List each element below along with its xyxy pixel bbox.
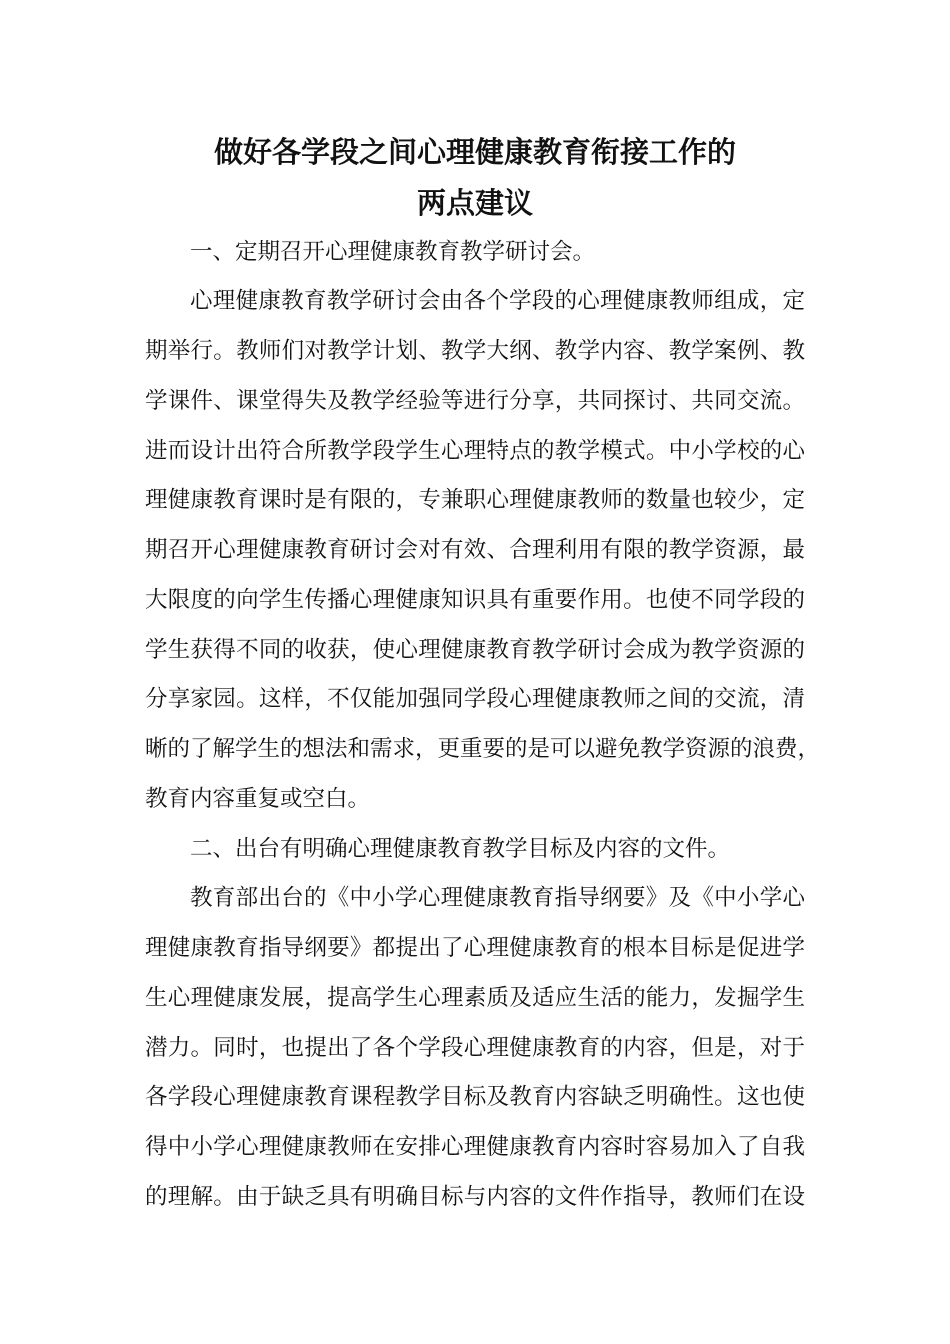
paragraph-line: 生心理健康发展，提高学生心理素质及适应生活的能力，发掘学生 [145, 985, 805, 1011]
paragraph-line: 教育部出台的《中小学心理健康教育指导纲要》及《中小学心 [190, 885, 805, 911]
document-title-line-2: 两点建议 [416, 186, 533, 220]
paragraph-line: 理健康教育指导纲要》都提出了心理健康教育的根本目标是促进学 [145, 935, 805, 961]
document-title-line-1: 做好各学段之间心理健康教育衔接工作的 [213, 135, 736, 169]
section-heading-1: 一、定期召开心理健康教育教学研讨会。 [190, 239, 596, 265]
paragraph-line: 教育内容重复或空白。 [145, 786, 371, 812]
paragraph-line: 学生获得不同的收获，使心理健康教育教学研讨会成为教学资源的 [145, 637, 805, 663]
section-heading-2: 二、出台有明确心理健康教育教学目标及内容的文件。 [190, 836, 731, 862]
paragraph-line: 大限度的向学生传播心理健康知识具有重要作用。也使不同学段的 [145, 587, 805, 613]
paragraph-line: 期举行。教师们对教学计划、教学大纲、教学内容、教学案例、教 [145, 338, 805, 364]
paragraph-line: 期召开心理健康教育研讨会对有效、合理利用有限的教学资源，最 [145, 537, 805, 563]
paragraph-line: 潜力。同时，也提出了各个学段心理健康教育的内容，但是，对于 [145, 1035, 805, 1061]
paragraph-line: 心理健康教育教学研讨会由各个学段的心理健康教师组成，定 [190, 288, 805, 314]
paragraph-line: 进而设计出符合所教学段学生心理特点的教学模式。中小学校的心 [145, 438, 805, 464]
paragraph-line: 各学段心理健康教育课程教学目标及教育内容缺乏明确性。这也使 [145, 1084, 805, 1110]
paragraph-line: 分享家园。这样，不仅能加强同学段心理健康教师之间的交流，清 [145, 686, 805, 712]
paragraph-line: 得中小学心理健康教师在安排心理健康教育内容时容易加入了自我 [145, 1134, 805, 1160]
paragraph-line: 理健康教育课时是有限的，专兼职心理健康教师的数量也较少，定 [145, 487, 805, 513]
paragraph-line: 学课件、课堂得失及教学经验等进行分享，共同探讨、共同交流。 [145, 388, 805, 414]
paragraph-line: 晰的了解学生的想法和需求，更重要的是可以避免教学资源的浪费， [145, 736, 821, 762]
paragraph-line: 的理解。由于缺乏具有明确目标与内容的文件作指导，教师们在设 [145, 1184, 805, 1210]
